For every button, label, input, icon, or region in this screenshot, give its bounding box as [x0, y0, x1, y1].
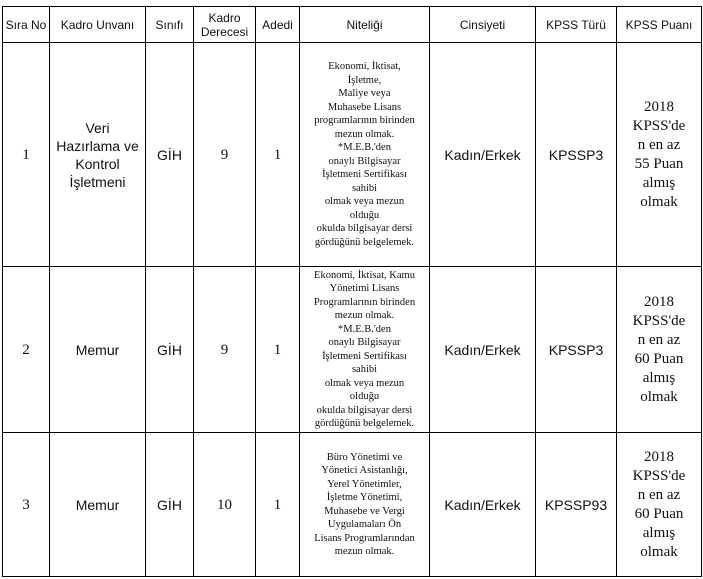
nitelik-line: Lisans Programlarından	[314, 532, 415, 544]
table-row	[3, 267, 702, 433]
nitelik-line: olmak veya mezun	[324, 377, 405, 389]
puan-line: KPSS'de	[632, 312, 686, 329]
cell-adedi: 1	[256, 433, 300, 577]
puan-line: 2018	[644, 293, 674, 310]
cell-sira: 3	[3, 433, 50, 577]
nitelik-line: onaylı Bilgisayar	[328, 337, 401, 348]
puan-line: 60 Puan	[634, 350, 684, 367]
nitelik-line: Maliye veya	[338, 88, 391, 99]
puan-line: n en az	[637, 331, 681, 348]
puan-line: 2018	[644, 98, 674, 115]
nitelik-line: mezun olmak.	[334, 128, 395, 140]
header-kadro-derecesi: Kadro Derecesi	[194, 7, 256, 43]
cell-nitelik	[300, 267, 430, 433]
puan-line: almış	[642, 369, 676, 386]
nitelik-line: mezun olmak.	[334, 546, 395, 557]
nitelik-line: olduğu	[349, 391, 380, 402]
nitelik-line: sahibi	[351, 182, 378, 194]
puan-line: olmak	[640, 388, 678, 405]
nitelik-line: Ekonomi, İktisat, Kamu	[314, 269, 415, 281]
cell-cinsiyet: Kadın/Erkek	[430, 267, 536, 433]
header-row	[3, 7, 702, 43]
header-niteligi: Niteliği	[300, 7, 430, 43]
cell-nitelik	[300, 43, 430, 267]
nitelik-line: İşletmeni Sertifikası	[322, 169, 407, 180]
puan-line: 2018	[644, 448, 674, 465]
header-sinifi: Sınıfı	[146, 7, 194, 43]
cell-kpss-turu: KPSSP3	[536, 43, 617, 267]
cell-kpss-turu: KPSSP3	[536, 267, 617, 433]
cell-sinifi: GİH	[146, 43, 194, 267]
nitelik-line: mezun olmak.	[334, 310, 395, 321]
cell-sinifi: GİH	[146, 433, 194, 577]
puan-line: KPSS'de	[632, 467, 686, 484]
puan-line: almış	[642, 174, 676, 191]
nitelik-line: Yerel Yönetimler,	[327, 478, 402, 490]
cell-sira: 1	[3, 43, 50, 267]
header-sira: Sıra No	[3, 7, 50, 43]
nitelik-line: onaylı Bilgisayar	[328, 155, 401, 167]
cell-adedi: 1	[256, 43, 300, 267]
puan-line: KPSS'de	[632, 117, 686, 134]
puan-line: 60 Puan	[634, 505, 684, 522]
header-cinsiyeti: Cinsiyeti	[430, 7, 536, 43]
cell-kpss-turu: KPSSP93	[536, 433, 617, 577]
cell-derece: 9	[194, 267, 256, 433]
nitelik-line: okulda bilgisayar dersi	[316, 223, 413, 234]
nitelik-line: *M.E.B.'den	[338, 323, 391, 335]
cell-cinsiyet: Kadın/Erkek	[430, 433, 536, 577]
nitelik-line: olduğu	[349, 209, 380, 221]
puan-line: 55 Puan	[634, 155, 684, 172]
nitelik-line: Yönetimi Lisans	[329, 283, 400, 294]
nitelik-line: sahibi	[351, 364, 378, 375]
nitelik-line: Muhasebe ve Vergi	[324, 505, 405, 517]
cell-kpss-puani	[617, 267, 702, 433]
cell-nitelik	[300, 433, 430, 577]
header-kadro-unvani: Kadro Unvanı	[50, 7, 146, 43]
cell-kpss-puani	[617, 43, 702, 267]
cell-kadro-unvani: Memur	[50, 267, 146, 433]
puan-line: n en az	[637, 136, 681, 153]
cell-sira: 2	[3, 267, 50, 433]
nitelik-line: olmak veya mezun	[324, 196, 405, 207]
cell-derece: 10	[194, 433, 256, 577]
puan-line: olmak	[640, 193, 678, 210]
cell-sinifi: GİH	[146, 267, 194, 433]
nitelik-line: İşletme Yönetimi,	[326, 492, 403, 503]
cell-cinsiyet: Kadın/Erkek	[430, 43, 536, 267]
cell-adedi: 1	[256, 267, 300, 433]
nitelik-line: programlarının birinden	[314, 115, 415, 126]
cell-kadro-unvani: Veri Hazırlama ve Kontrol İşletmeni	[50, 43, 146, 267]
nitelik-line: Muhasebe Lisans	[327, 101, 402, 113]
nitelik-line: Ekonomi, İktisat,	[328, 61, 401, 72]
header-adedi: Adedi	[256, 7, 300, 43]
nitelik-line: okulda bilgisayar dersi	[316, 404, 413, 416]
nitelik-line: gördüğünü belgelemek.	[314, 418, 415, 429]
puan-line: n en az	[637, 486, 681, 503]
nitelik-line: gördüğünü belgelemek.	[314, 236, 415, 248]
nitelik-line: *M.E.B.'den	[338, 142, 391, 153]
header-kpss-puani: KPSS Puanı	[617, 7, 702, 43]
nitelik-line: Programlarının birinden	[313, 296, 416, 308]
nitelik-line: Büro Yönetimi ve	[326, 451, 403, 463]
cell-kadro-unvani: Memur	[50, 433, 146, 577]
kadro-table	[2, 6, 702, 577]
cell-kpss-puani	[617, 433, 702, 577]
puan-line: almış	[642, 524, 676, 541]
nitelik-line: Yönetici Asistanlığı,	[321, 465, 408, 476]
table-row	[3, 43, 702, 267]
puan-line: olmak	[640, 543, 678, 560]
header-kpss-turu: KPSS Türü	[536, 7, 617, 43]
nitelik-line: İşletme,	[347, 74, 382, 86]
nitelik-line: İşletmeni Sertifikası	[322, 350, 407, 362]
cell-derece: 9	[194, 43, 256, 267]
nitelik-line: Uygulamaları Ön	[327, 519, 402, 530]
table-row	[3, 433, 702, 577]
